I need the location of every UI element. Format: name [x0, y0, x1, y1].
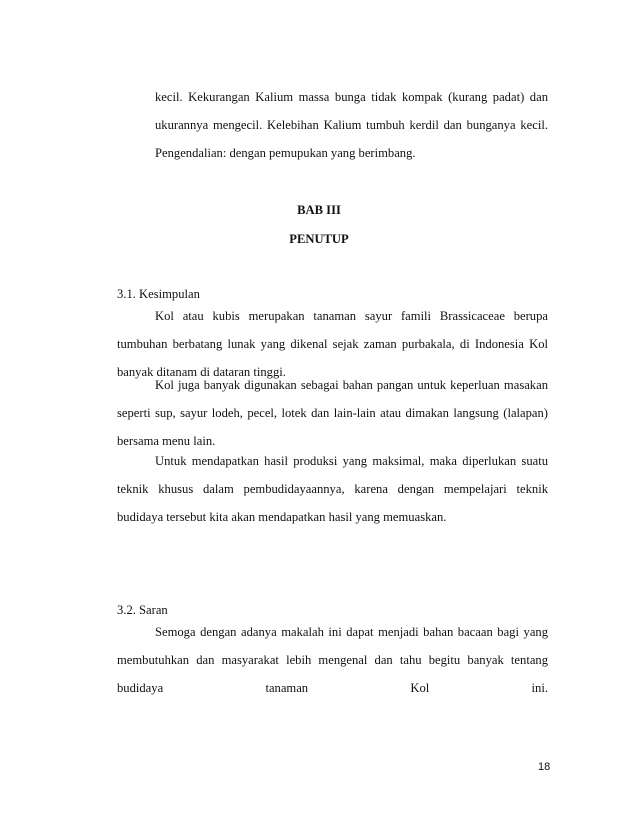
kesimpulan-paragraph-2: Kol juga banyak digunakan sebagai bahan pangan untuk keperluan masakan seperti sup, sayur lodeh, pecel, lotek dan lain-lain atau dimakan langsung (lalapan) bersama menu lain.	[117, 378, 548, 449]
continuation-paragraph: kecil. Kekurangan Kalium massa bunga tidak kompak (kurang padat) dan ukurannya mengecil. Kelebihan Kalium tumbuh kerdil dan bunganya kecil. Pengendalian: dengan pemupukan yang berimbang.	[155, 90, 548, 161]
chapter-title: PENUTUP	[289, 232, 349, 246]
section-heading-kesimpulan: 3.1. Kesimpulan	[117, 287, 200, 301]
section-heading-saran: 3.2. Saran	[117, 603, 168, 617]
kesimpulan-paragraph-1: Kol atau kubis merupakan tanaman sayur famili Brassicaceae berupa tumbuhan berbatang lunak yang dikenal sejak zaman purbakala, di Indonesia Kol banyak ditanam di dataran tinggi.	[117, 309, 548, 380]
saran-paragraph: Semoga dengan adanya makalah ini dapat menjadi bahan bacaan bagi yang membutuhkan dan masyarakat lebih mengenal dan tahu begitu banyak tentang budidaya tanaman Kol ini.	[117, 625, 548, 696]
page-number: 18	[538, 761, 551, 773]
kesimpulan-paragraph-3: Untuk mendapatkan hasil produksi yang maksimal, maka diperlukan suatu teknik khusus dalam pembudidayaannya, karena dengan mempelajari teknik budidaya tersebut kita akan mendapatkan hasil yang memuaskan.	[117, 454, 548, 525]
chapter-label: BAB III	[297, 203, 341, 217]
